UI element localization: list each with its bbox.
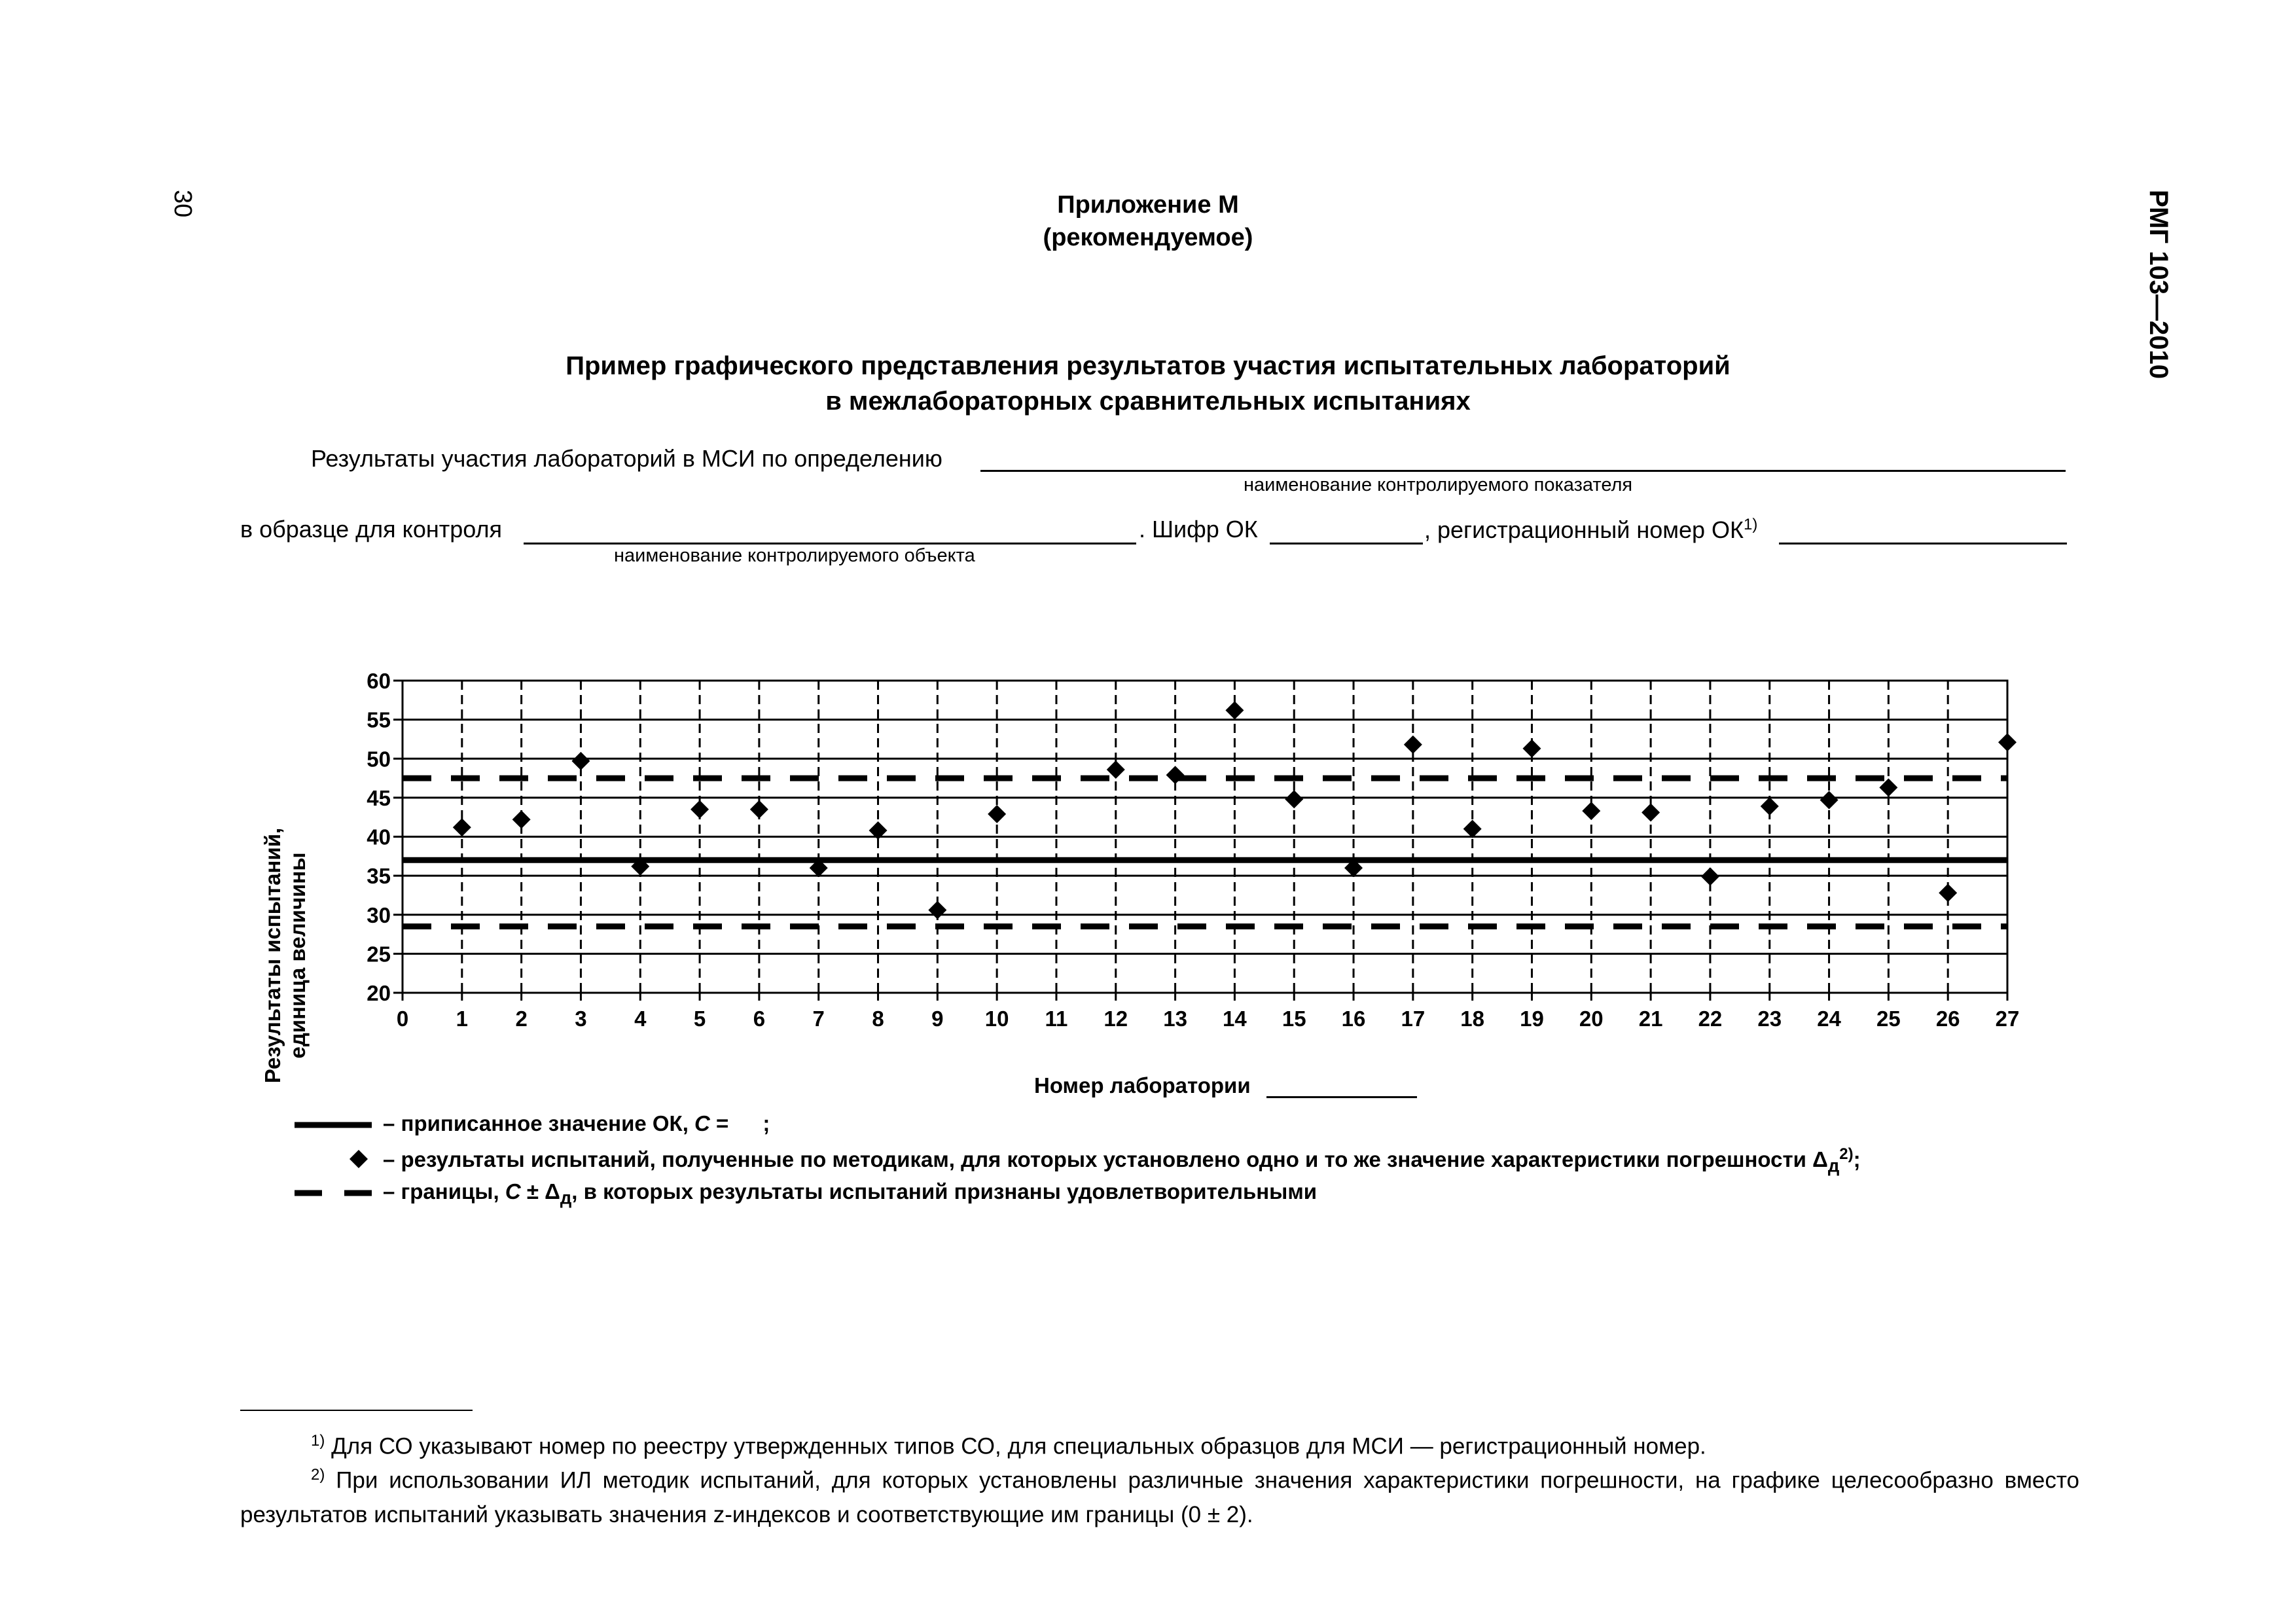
data-point (1641, 804, 1660, 822)
legend-results-end: ; (1853, 1147, 1861, 1171)
x-tick-label: 10 (984, 1007, 1009, 1031)
legend-limits-pre: – границы, (383, 1179, 505, 1204)
legend-assigned-eq: = (709, 1111, 729, 1135)
footnote-2-text: При использовании ИЛ методик испытаний, для которых установлены различные значения характеристики погрешности, на графике целесообразно вместо результатов испытаний указывать значения z-индексов и соответствующие им границы (0 ± 2). (240, 1467, 2079, 1527)
x-tick-label: 1 (456, 1007, 468, 1031)
y-tick-label: 45 (367, 785, 391, 810)
chart-ticks (367, 669, 2019, 1031)
y-axis-label-line-1: Результаты испытаний, (260, 827, 285, 1084)
legend-assigned-value (383, 1111, 770, 1136)
data-point (1404, 736, 1422, 754)
legend-results-sub: д (1827, 1155, 1840, 1176)
x-tick-label: 6 (753, 1007, 766, 1031)
data-point (1998, 733, 2017, 751)
x-tick-label: 13 (1163, 1007, 1187, 1031)
x-tick-label: 17 (1401, 1007, 1426, 1031)
data-point (1879, 778, 1897, 796)
footnote-1-mark: 1) (311, 1432, 325, 1450)
data-point (988, 805, 1006, 823)
object-name-caption: наименование контролируемого объекта (614, 545, 975, 566)
appendix-label: Приложение М (1057, 191, 1239, 219)
data-point (1820, 791, 1839, 809)
indicator-name-caption: наименование контролируемого показателя (1244, 474, 1633, 495)
data-point (1285, 790, 1303, 808)
data-point (691, 800, 709, 819)
data-point (1582, 802, 1600, 820)
legend-limits-c: C (505, 1179, 521, 1204)
x-axis-label: Номер лаборатории (1034, 1073, 1251, 1097)
footnote-separator (240, 1410, 473, 1411)
legend-limits-post: , в которых результаты испытаний признаны удовлетворительными (571, 1179, 1318, 1204)
x-tick-label: 20 (1579, 1007, 1604, 1031)
legend-limits-delta: Δ (545, 1179, 560, 1204)
x-tick-label: 8 (872, 1007, 884, 1031)
y-tick-label: 25 (367, 942, 391, 967)
x-tick-label: 25 (1876, 1007, 1901, 1031)
document-code: РМГ 103—2010 (2144, 190, 2173, 379)
x-tick-label: 22 (1698, 1007, 1723, 1031)
regnum-footnote-mark: 1) (1744, 516, 1758, 533)
x-tick-label: 5 (693, 1007, 706, 1031)
chart-grid (393, 681, 2007, 1001)
x-tick-label: 23 (1757, 1007, 1782, 1031)
x-tick-label: 21 (1638, 1007, 1663, 1031)
y-tick-label: 55 (367, 707, 391, 732)
legend-assigned-c: C (694, 1111, 710, 1135)
legend-limits-sub: д (560, 1187, 572, 1208)
data-point (1463, 820, 1482, 838)
page-number: 30 (169, 190, 196, 218)
data-point (1522, 740, 1541, 758)
legend-diamond-symbol (350, 1150, 368, 1168)
appendix-status: (рекомендуемое) (1043, 224, 1253, 251)
legend-results-text: – результаты испытаний, полученные по методикам, для которых установлено одно и то же значение характеристики погрешности (383, 1147, 1813, 1171)
y-tick-label: 40 (367, 825, 391, 849)
legend-symbols (295, 1125, 372, 1193)
legend-limits-pm: ± (520, 1179, 545, 1204)
legend-assigned-end: ; (762, 1111, 770, 1135)
y-tick-label: 20 (367, 981, 391, 1005)
regnum-label-text: , регистрационный номер ОК (1424, 516, 1744, 543)
data-point (1701, 867, 1719, 885)
x-tick-label: 3 (575, 1007, 587, 1031)
x-tick-label: 11 (1045, 1007, 1068, 1031)
x-tick-label: 14 (1223, 1007, 1247, 1031)
cipher-label: . Шифр ОК (1139, 516, 1258, 543)
form-line-2-text: в образце для контроля (240, 516, 502, 543)
form-line-1-text: Результаты участия лабораторий в МСИ по определению (311, 445, 942, 472)
x-tick-label: 18 (1460, 1007, 1485, 1031)
title-line-2: в межлабораторных сравнительных испытаниях (825, 387, 1471, 416)
x-tick-label: 0 (396, 1007, 409, 1031)
x-tick-label: 9 (931, 1007, 944, 1031)
data-point (512, 810, 531, 829)
x-tick-label: 2 (515, 1007, 528, 1031)
y-tick-label: 35 (367, 864, 391, 889)
x-tick-label: 15 (1282, 1007, 1306, 1031)
data-point (1166, 766, 1185, 784)
footnote-2-mark: 2) (311, 1466, 325, 1484)
data-point (1761, 797, 1779, 815)
legend-results-sup: 2) (1839, 1145, 1854, 1163)
y-tick-label: 60 (367, 669, 391, 693)
x-tick-label: 24 (1817, 1007, 1841, 1031)
legend-results-delta: Δ (1812, 1147, 1828, 1171)
data-point (453, 818, 471, 836)
x-tick-label: 7 (812, 1007, 825, 1031)
y-tick-label: 30 (367, 902, 391, 927)
data-point (750, 800, 768, 819)
x-tick-label: 27 (1995, 1007, 2020, 1031)
x-tick-label: 19 (1520, 1007, 1544, 1031)
data-point (928, 901, 946, 919)
y-axis-label-line-2: единица величины (285, 852, 310, 1059)
lab-number-blank[interactable] (1266, 1096, 1417, 1098)
y-tick-label: 50 (367, 747, 391, 772)
x-tick-label: 26 (1935, 1007, 1960, 1031)
footnote-2 (240, 1458, 2079, 1532)
y-axis-label (260, 828, 310, 1083)
x-tick-label: 12 (1103, 1007, 1128, 1031)
legend-assigned-text: – приписанное значение ОК, (383, 1111, 695, 1135)
footnote-1-text: Для СО указывают номер по реестру утвержденных типов СО, для специальных образцов для МСИ — регистрационный номер. (325, 1433, 1706, 1459)
title-line-1: Пример графического представления результатов участия испытательных лабораторий (565, 351, 1731, 380)
data-point (571, 752, 590, 770)
data-point (1225, 701, 1244, 719)
legend-limits (383, 1179, 1317, 1209)
x-tick-label: 16 (1341, 1007, 1366, 1031)
x-tick-label: 4 (634, 1007, 647, 1031)
legend-results (383, 1145, 1861, 1177)
data-point (1939, 883, 1957, 902)
